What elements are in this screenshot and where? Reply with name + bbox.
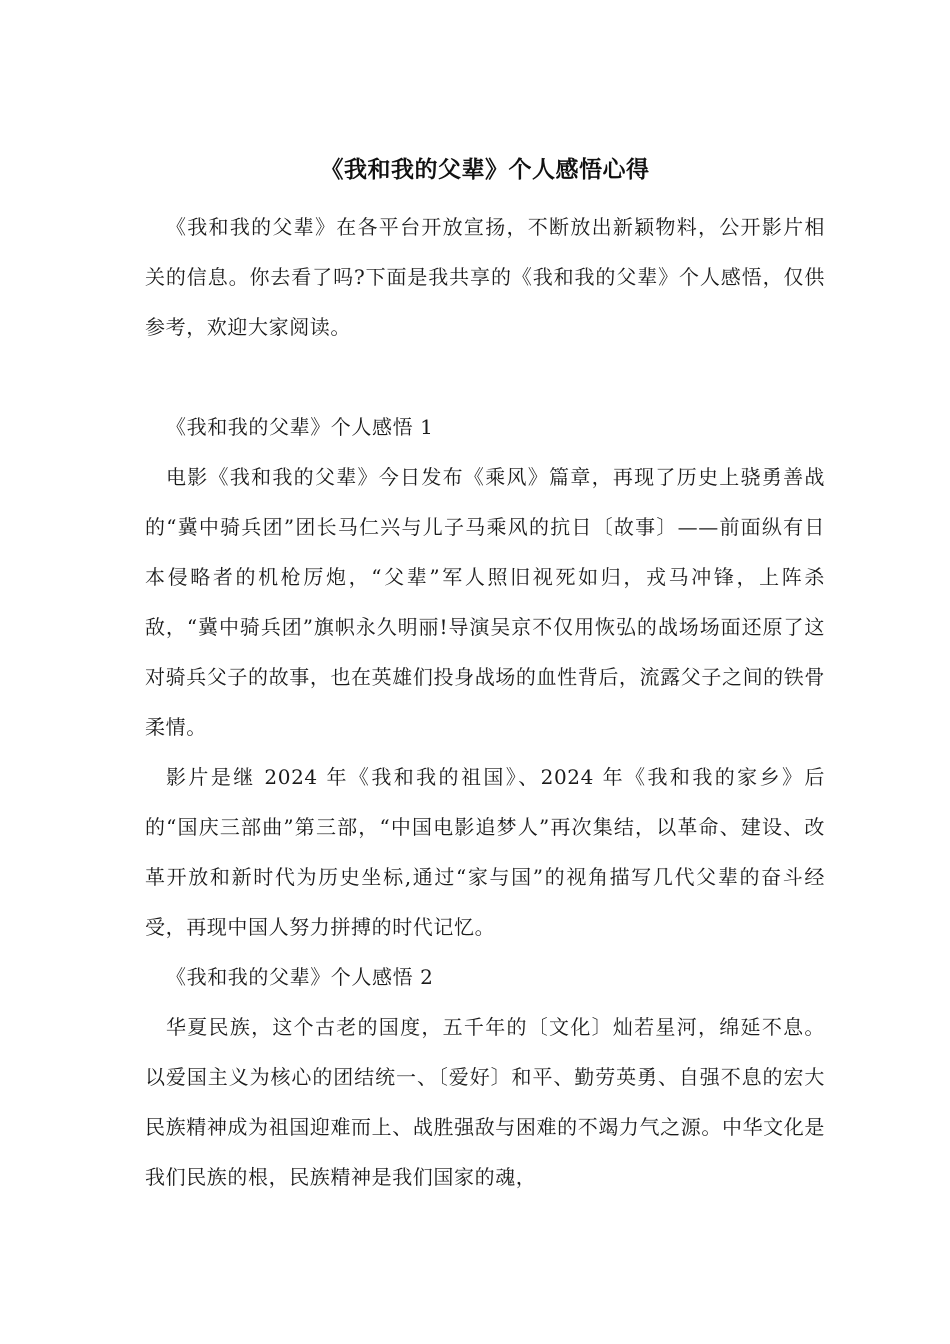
section-1-paragraph-1: 电影《我和我的父辈》今日发布《乘风》篇章，再现了历史上骁勇善战的“冀中骑兵团”团长马仁兴与儿子马乘风的抗日〔故事〕——前面纵有日本侵略者的机枪厉炮，“父辈”军人照旧视死如归，戎马冲锋，上阵杀敌，“冀中骑兵团”旗帜永久明丽!导演吴京不仅用恢弘的战场场面还原了这对骑兵父子的故事，也在英雄们投身战场的血性背后，流露父子之间的铁骨柔情。 — [145, 465, 825, 739]
document-title: 《我和我的父辈》个人感悟心得 — [320, 157, 650, 183]
section-2-paragraph-1: 华夏民族，这个古老的国度，五千年的〔文化〕灿若星河，绵延不息。以爱国主义为核心的团结统一、〔爱好〕和平、勤劳英勇、自强不息的宏大民族精神成为祖国迎难而上、战胜强敌与困难的不竭力气之源。中华文化是我们民族的根，民族精神是我们国家的魂， — [145, 1015, 825, 1189]
section-1-heading: 《我和我的父辈》个人感悟 1 — [166, 415, 434, 439]
document-page — [145, 150, 825, 1202]
intro-paragraph: 《我和我的父辈》在各平台开放宣扬，不断放出新颖物料，公开影片相关的信息。你去看了吗?下面是我共享的《我和我的父辈》个人感悟，仅供参考，欢迎大家阅读。 — [145, 215, 825, 339]
section-1-paragraph-2: 影片是继 2024 年《我和我的祖国》、2024 年《我和我的家乡》后的“国庆三部曲”第三部，“中国电影追梦人”再次集结，以革命、建设、改革开放和新时代为历史坐标,通过“家与国”的视角描写几代父辈的奋斗经受，再现中国人努力拼搏的时代记忆。 — [145, 765, 825, 939]
section-2-heading: 《我和我的父辈》个人感悟 2 — [166, 965, 434, 989]
section-spacer — [145, 352, 825, 402]
